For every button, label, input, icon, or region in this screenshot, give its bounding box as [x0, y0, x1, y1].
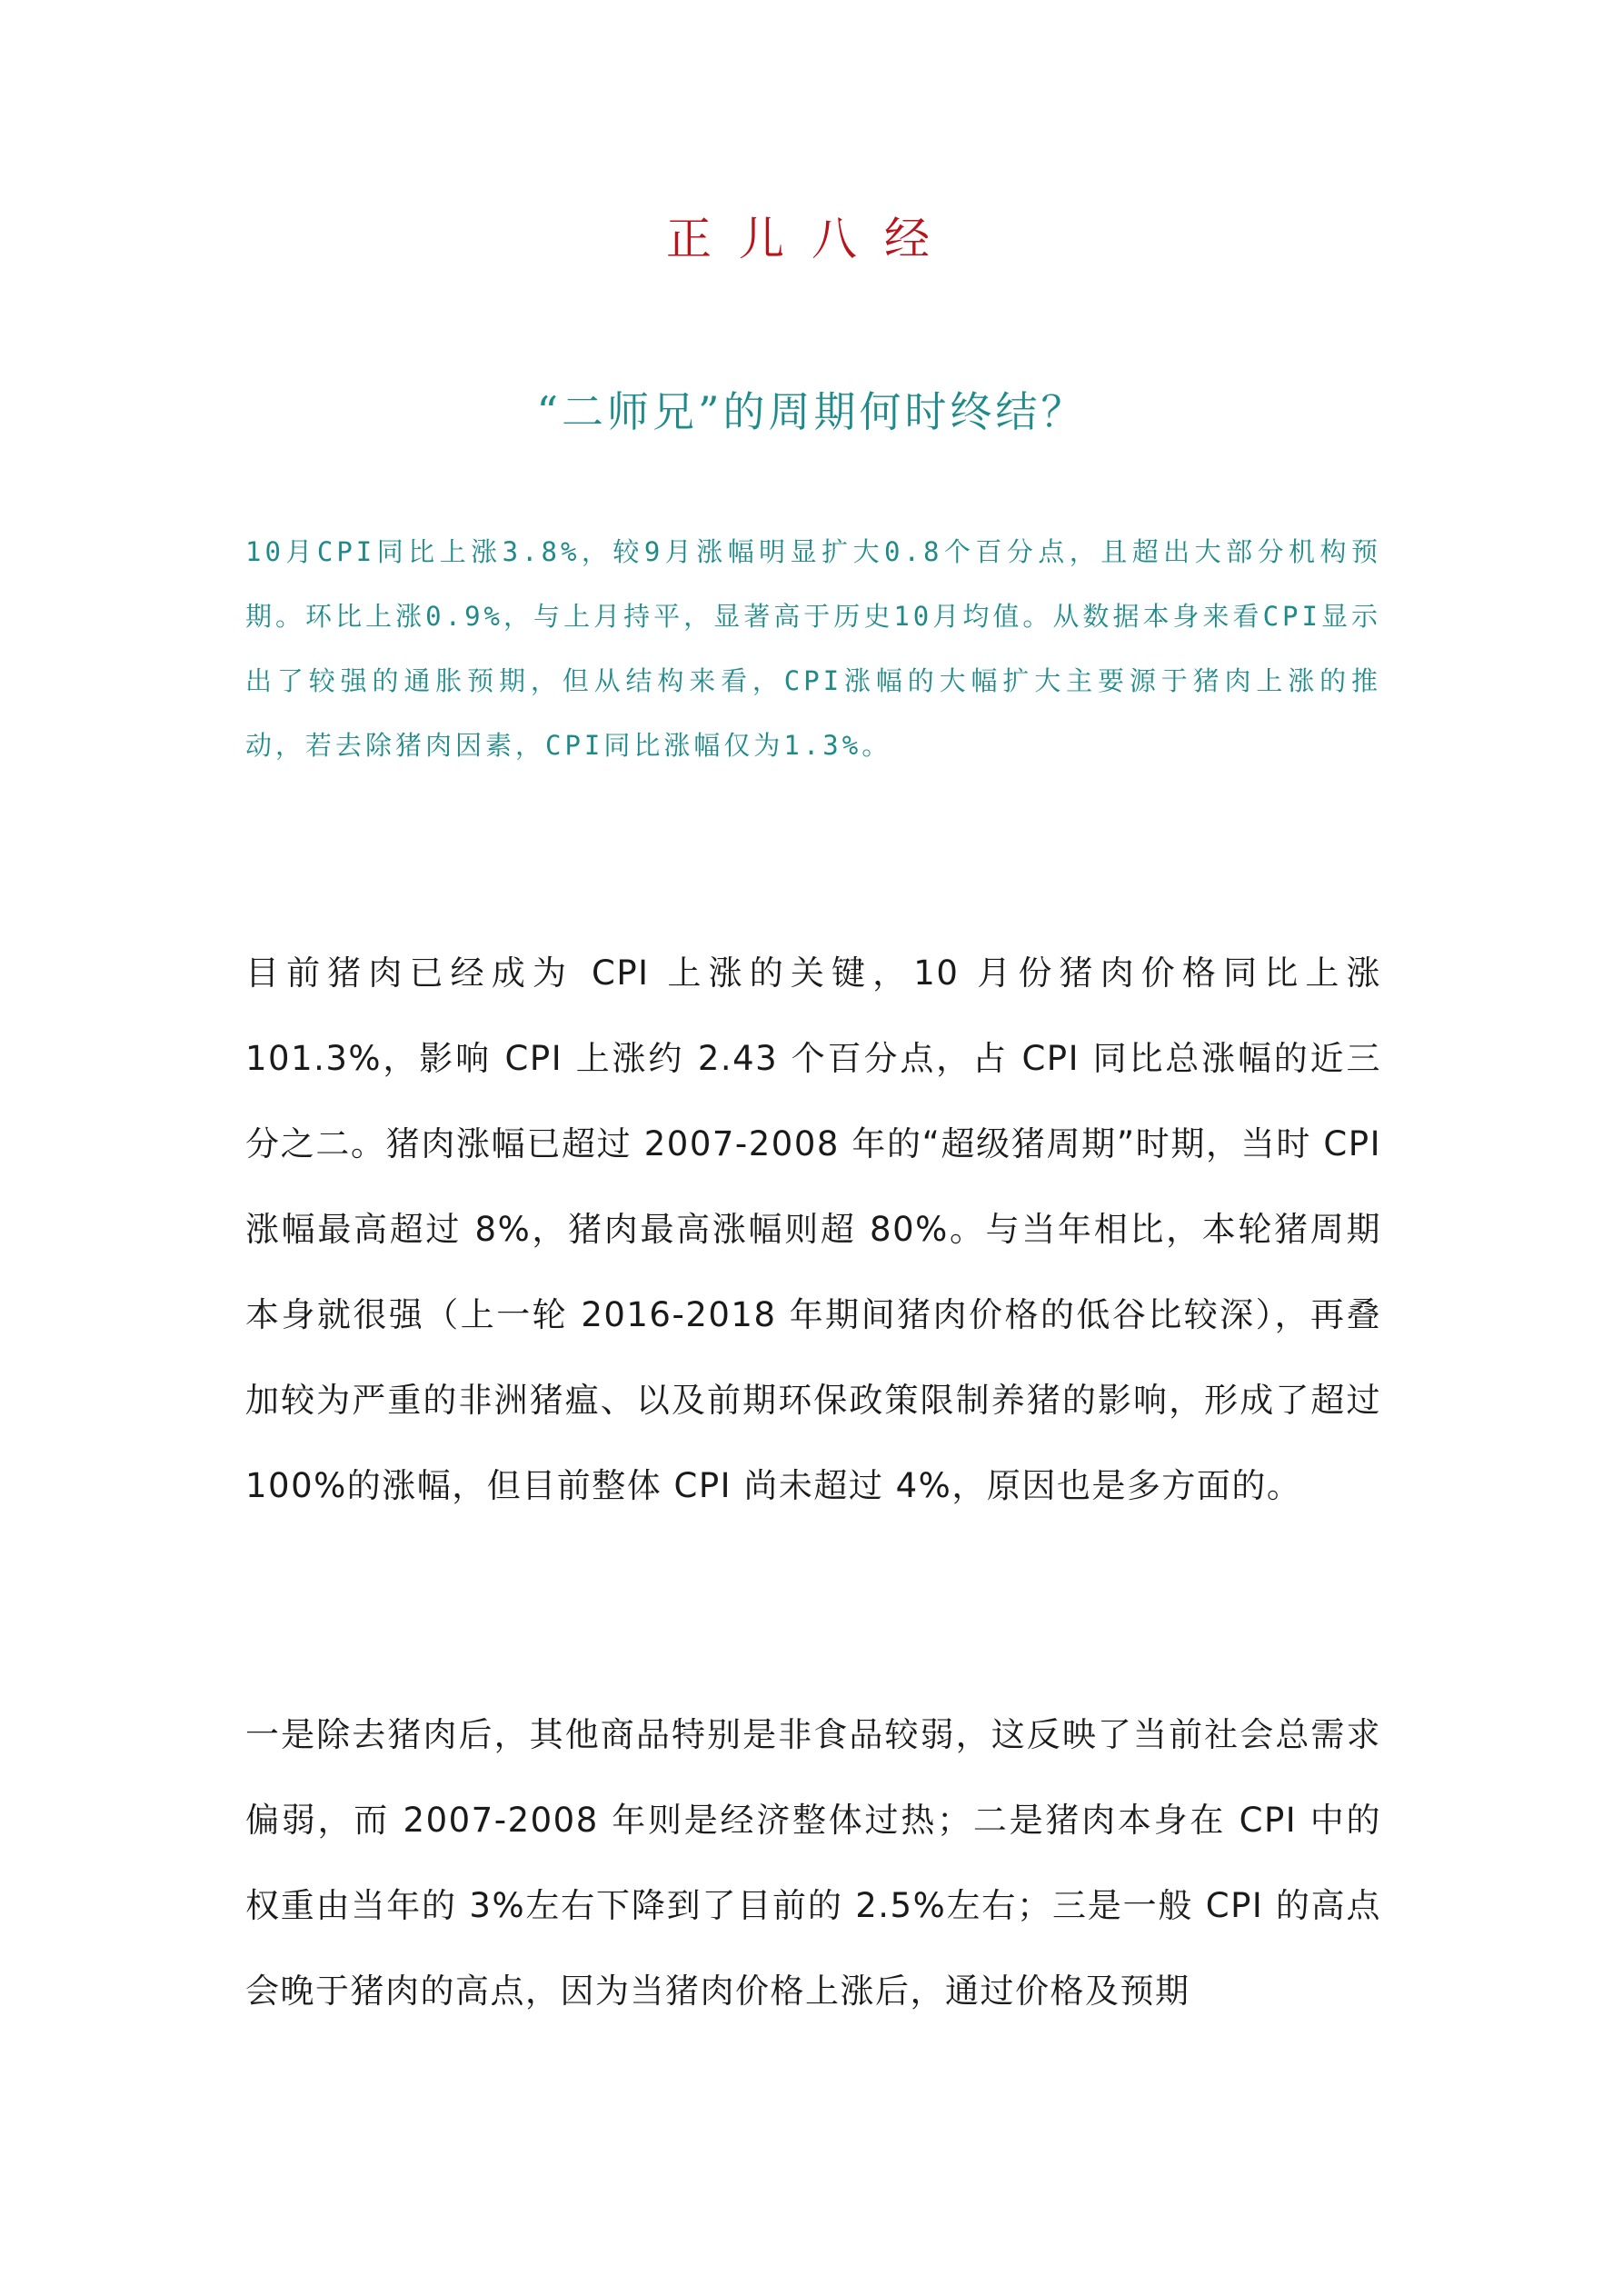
body-paragraph-1: 目前猪肉已经成为 CPI 上涨的关键，10 月份猪肉价格同比上涨 101.3%，影响 CPI 上涨约 2.43 个百分点，占 CPI 同比总涨幅的近三分之二。猪肉涨幅已超过 2007-2008 年的“超级猪周期”时期，当时 CPI 涨幅最高超过 8%，猪肉最高涨幅则超 80%。与当年相比，本轮猪周期本身就很强（上一轮 2016-2018 年期间猪肉价格的低谷比较深），再叠加较为严重的非洲猪瘟、以及前期环保政策限制养猪的影响，形成了超过 100%的涨幅，但目前整体 CPI 尚未超过 4%，原因也是多方面的。 — [245, 953, 1381, 1505]
article-abstract: 10月CPI同比上涨3.8%，较9月涨幅明显扩大0.8个百分点，且超出大部分机构预期。环比上涨0.9%，与上月持平，显著高于历史10月均值。从数据本身来看CPI显示出了较强的通胀预期，但从结构来看，CPI涨幅的大幅扩大主要源于猪肉上涨的推动，若去除猪肉因素，CPI同比涨幅仅为1.3%。 — [245, 536, 1381, 761]
article-title: “二师兄”的周期何时终结？ — [536, 387, 1087, 436]
brand-title: 正儿八经 — [666, 213, 957, 265]
body-paragraph-2: 一是除去猪肉后，其他商品特别是非食品较弱，这反映了当前社会总需求偏弱，而 2007-2008 年则是经济整体过热；二是猪肉本身在 CPI 中的权重由当年的 3%左右下降到了目前的 2.5%左右；三是一般 CPI 的高点会晚于猪肉的高点，因为当猪肉价格上涨后，通过价格及预期 — [245, 1715, 1381, 2011]
